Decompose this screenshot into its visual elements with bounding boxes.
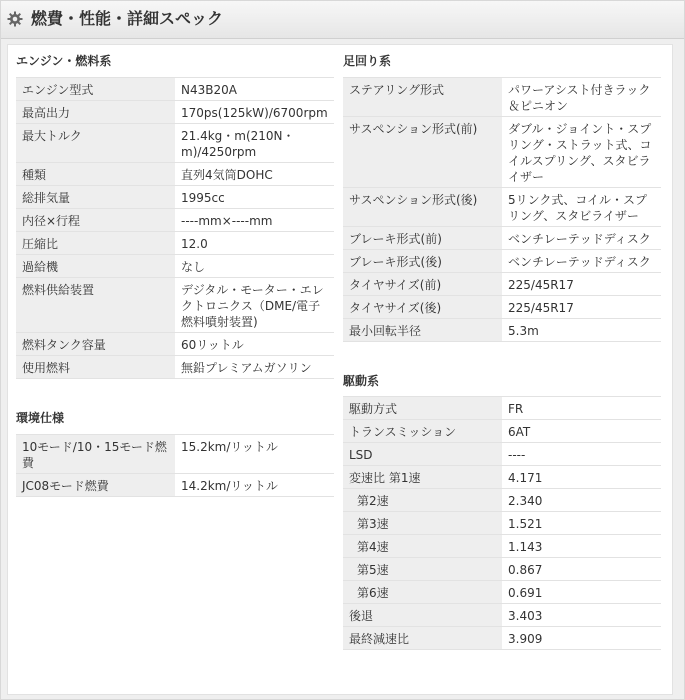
spec-row [16, 78, 334, 101]
section-title-suspension: 足回り系 [343, 54, 392, 68]
spec-label: 圧縮比 [16, 232, 175, 255]
spec-row [343, 397, 661, 420]
spec-label: 種類 [16, 163, 175, 186]
spec-value: 1.521 [502, 512, 661, 535]
spec-row [343, 581, 661, 604]
spec-row [16, 232, 334, 255]
spec-label: 駆動方式 [343, 397, 502, 420]
spec-row [343, 227, 661, 250]
spec-row [343, 466, 661, 489]
spec-label: ステアリング形式 [343, 78, 502, 117]
spec-value: 21.4kg・m(210N・m)/4250rpm [175, 124, 334, 163]
spec-row [343, 512, 661, 535]
spec-value: 無鉛プレミアムガソリン [175, 356, 334, 379]
spec-label: 使用燃料 [16, 356, 175, 379]
section-title-engine: エンジン・燃料系 [16, 54, 112, 68]
spec-value: ダブル・ジョイント・スプリング・ストラット式、コイルスプリング、スタビライザー [502, 117, 661, 188]
spec-value: 3.909 [502, 627, 661, 650]
spec-value: 60リットル [175, 333, 334, 356]
spec-value: 6AT [502, 420, 661, 443]
drivetrain-spec-table [343, 396, 661, 650]
spec-label: 総排気量 [16, 186, 175, 209]
spec-content [7, 44, 673, 695]
spec-label: 第2速 [343, 489, 502, 512]
spec-value: ----mm×----mm [175, 209, 334, 232]
spec-label: 第5速 [343, 558, 502, 581]
spec-row [16, 209, 334, 232]
spec-label: 最高出力 [16, 101, 175, 124]
spec-value: FR [502, 397, 661, 420]
section-title-drivetrain: 駆動系 [343, 374, 380, 388]
spec-row [343, 273, 661, 296]
engine-spec-table [16, 77, 334, 379]
spec-value: ベンチレーテッドディスク [502, 250, 661, 273]
spec-value: ---- [502, 443, 661, 466]
spec-label: サスペンション形式(後) [343, 188, 502, 227]
spec-value: 3.403 [502, 604, 661, 627]
spec-value: 5リンク式、コイル・スプリング、スタビライザー [502, 188, 661, 227]
spec-row [16, 255, 334, 278]
spec-label: 燃料タンク容量 [16, 333, 175, 356]
spec-value: 直列4気筒DOHC [175, 163, 334, 186]
spec-value: 4.171 [502, 466, 661, 489]
spec-label: 後退 [343, 604, 502, 627]
spec-label: トランスミッション [343, 420, 502, 443]
spec-row [16, 186, 334, 209]
spec-row [343, 296, 661, 319]
section-title-environment: 環境仕様 [16, 411, 65, 425]
spec-value: 5.3m [502, 319, 661, 342]
header-bar [1, 1, 684, 39]
spec-row [16, 101, 334, 124]
spec-value: 0.867 [502, 558, 661, 581]
spec-value: 1.143 [502, 535, 661, 558]
spec-row [16, 474, 334, 497]
spec-label: 10モード/10・15モード燃費 [16, 435, 175, 474]
spec-row [343, 627, 661, 650]
spec-row [343, 604, 661, 627]
spec-row [16, 124, 334, 163]
spec-label: 過給機 [16, 255, 175, 278]
spec-row [343, 420, 661, 443]
spec-value: なし [175, 255, 334, 278]
page-title: 燃費・性能・詳細スペック [31, 9, 224, 28]
spec-label: JC08モード燃費 [16, 474, 175, 497]
spec-label: ブレーキ形式(前) [343, 227, 502, 250]
spec-label: 燃料供給装置 [16, 278, 175, 333]
spec-row [343, 319, 661, 342]
spec-row [343, 117, 661, 188]
spec-label: 最小回転半径 [343, 319, 502, 342]
spec-label: 第6速 [343, 581, 502, 604]
spec-label: ブレーキ形式(後) [343, 250, 502, 273]
spec-value: 2.340 [502, 489, 661, 512]
spec-value: 0.691 [502, 581, 661, 604]
spec-row [343, 443, 661, 466]
spec-label: LSD [343, 443, 502, 466]
gear-icon [7, 11, 23, 27]
spec-row [343, 558, 661, 581]
spec-label: タイヤサイズ(後) [343, 296, 502, 319]
spec-row [343, 250, 661, 273]
spec-value: 225/45R17 [502, 296, 661, 319]
spec-row [16, 356, 334, 379]
spec-label: エンジン型式 [16, 78, 175, 101]
spec-row [343, 78, 661, 117]
suspension-spec-table [343, 77, 661, 342]
spec-row [16, 435, 334, 474]
spec-label: サスペンション形式(前) [343, 117, 502, 188]
spec-row [16, 163, 334, 186]
spec-value: 1995cc [175, 186, 334, 209]
spec-label: 最大トルク [16, 124, 175, 163]
spec-label: 内径×行程 [16, 209, 175, 232]
spec-label: 変速比 第1速 [343, 466, 502, 489]
spec-value: パワーアシスト付きラック＆ピニオン [502, 78, 661, 117]
spec-label: 第4速 [343, 535, 502, 558]
spec-value: 225/45R17 [502, 273, 661, 296]
spec-value: 15.2km/リットル [175, 435, 334, 474]
spec-row [343, 489, 661, 512]
spec-row [16, 333, 334, 356]
spec-value: 170ps(125kW)/6700rpm [175, 101, 334, 124]
spec-value: N43B20A [175, 78, 334, 101]
spec-value: 12.0 [175, 232, 334, 255]
environment-spec-table [16, 434, 334, 497]
spec-label: 最終減速比 [343, 627, 502, 650]
spec-value: ベンチレーテッドディスク [502, 227, 661, 250]
spec-label: 第3速 [343, 512, 502, 535]
spec-row [343, 535, 661, 558]
spec-value: デジタル・モーター・エレクトロニクス（DME/電子燃料噴射装置) [175, 278, 334, 333]
spec-value: 14.2km/リットル [175, 474, 334, 497]
spec-row [16, 278, 334, 333]
spec-row [343, 188, 661, 227]
spec-label: タイヤサイズ(前) [343, 273, 502, 296]
